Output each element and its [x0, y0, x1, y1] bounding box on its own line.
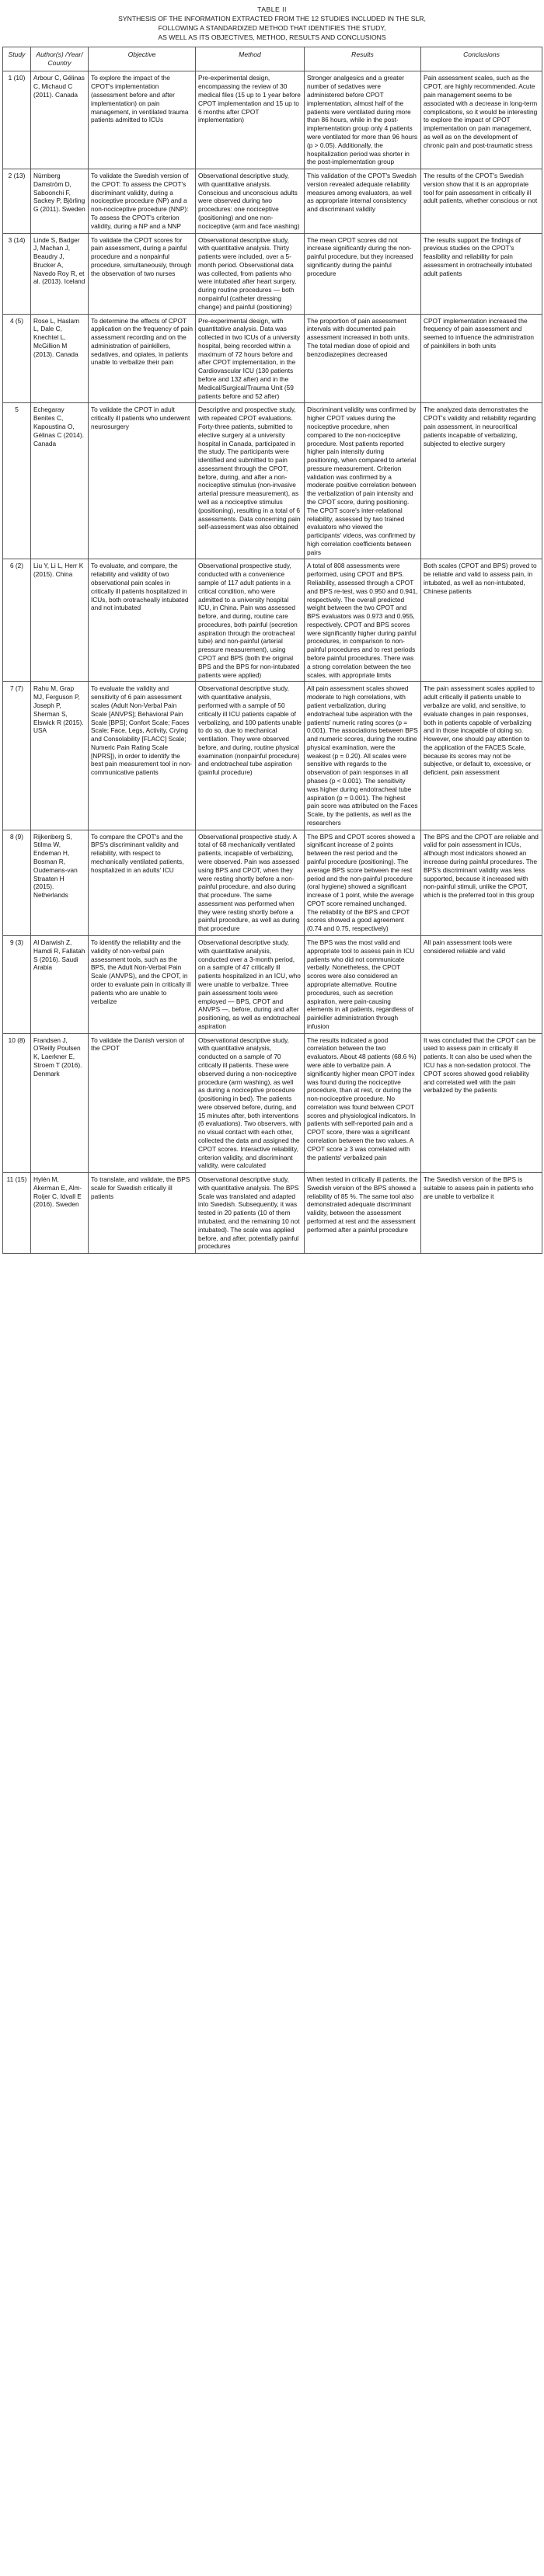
conclusions-cell: The results support the findings of previous studies on the CPOT's feasibility and reliability for pain assessment in orotracheally intubated adult patients: [421, 233, 542, 314]
table-row: [3, 403, 542, 559]
study-cell: 7 (7): [3, 682, 31, 830]
study-cell: 6 (2): [3, 559, 31, 682]
study-cell: 9 (3): [3, 936, 31, 1034]
author-cell: Rijkenberg S, Stilma W, Endeman H, Bosman R, Oudemans-van Straaten H (2015). Netherlands: [31, 830, 89, 935]
objective-cell: To compare the CPOT's and the BPS's discriminant validity and reliability, with respect to mechanically ventilated patients, hospitalized in an adults' ICU: [89, 830, 196, 935]
method-cell: Observational descriptive study, with quantitative analysis, conducted on a sample of 70 critically ill patients. These were observed during a non-nociceptive procedure (arm washing), as well as during a nociceptive procedure (positioning in bed). The patients were observed before, during, and 15 minutes after, both interventions (6 evaluations). Two observers, with no visual contact with each other, collected the data and assigned the CPOT scores. Interactive reliability, criterion validity, and discriminant validity, were calculated: [196, 1033, 305, 1173]
objective-cell: To explore the impact of the CPOT's implementation (assessment before and after implementation) on pain management, in ventilated trauma patients admitted to ICUs: [89, 71, 196, 169]
method-cell: Observational descriptive study, with quantitative analysis. Thirty patients were included, over a 5-month period. Observational data was collected, from patients who were intubated after heart surgery, during routine procedures — both nonpainful (catheter dressing change) and painful (positioning): [196, 233, 305, 314]
author-cell: Rose L, Haslam L, Dale C, Knechtel L, McGillion M (2013). Canada: [31, 314, 89, 403]
table-row: [3, 71, 542, 169]
objective-cell: To evaluate, and compare, the reliability and validity of two observational pain scales in critically ill patients hospitalized in ICUs, both orotracheally intubated and not intubated: [89, 559, 196, 682]
objective-cell: To determine the effects of CPOT application on the frequency of pain assessment recording and on the administration of painkillers, sedatives, and opiates, in patients unable to verbalize their pain: [89, 314, 196, 403]
objective-cell: To validate the Danish version of the CPOT: [89, 1033, 196, 1173]
author-cell: Arbour C, Gélinas C, Michaud C (2011). Canada: [31, 71, 89, 169]
method-cell: Observational descriptive study, with quantitative analysis, performed with a sample of 50 critically ill ICU patients capable of verbalizing, and 100 patients unable to do so, due to mechanical ventilation. They were observed before, and during, routine physical examination (nonpainful procedure) and endotracheal tube aspiration (painful procedure): [196, 682, 305, 830]
objective-cell: To validate the CPOT in adult critically ill patients who underwent neurosurgery: [89, 403, 196, 559]
table-body: [3, 71, 542, 1254]
author-cell: Rahu M, Grap MJ, Ferguson P, Joseph P, Sherman S, Elswick R (2015). USA: [31, 682, 89, 830]
table-row: [3, 830, 542, 935]
column-header-study: Study: [3, 47, 31, 71]
results-cell: When tested in critically ill patients, the Swedish version of the BPS showed a reliability of 85 %. The same tool also demonstrated adequate discriminant validity, between the assessment performed at rest and the assessment performed after a painful procedure: [305, 1173, 421, 1254]
study-cell: 4 (5): [3, 314, 31, 403]
table-row: [3, 1033, 542, 1173]
study-cell: 5: [3, 403, 31, 559]
conclusions-cell: Both scales (CPOT and BPS) proved to be reliable and valid to assess pain, in intubated, as well as non-intubated, Chinese patients: [421, 559, 542, 682]
results-cell: Discriminant validity was confirmed by higher CPOT values during the nociceptive procedure, when compared to the non-nociceptive procedure. Most patients reported higher pain intensity during positioning, when compared to arterial pressure measurement. Criterion validation was confirmed by a moderate positive correlation between the verbalization of pain intensity and the CPOT score, during positioning. The CPOT score's inter-relational reliability, assessed by two trained evaluators who viewed the participants' videos, was confirmed by high correlation coefficients between pairs: [305, 403, 421, 559]
author-cell: Al Darwish Z, Hamdi R, Fallatah S (2016). Saudi Arabia: [31, 936, 89, 1034]
table-row: [3, 682, 542, 830]
table-caption-line-3: AS WELL AS ITS OBJECTIVES, METHOD, RESULTS AND CONCLUSIONS: [158, 33, 386, 42]
results-cell: This validation of the CPOT's Swedish version revealed adequate reliability measures among evaluators, as well as appropriate internal consistency and discriminant validity: [305, 169, 421, 233]
objective-cell: To identify the reliability and the validity of non-verbal pain assessment tools, such as the BPS, the Adult Non-Verbal Pain Scale (ANVPS), and the CPOT, in order to evaluate pain in critically ill patients who are unable to verbalize: [89, 936, 196, 1034]
slr-synthesis-table: [2, 47, 542, 1254]
study-cell: 2 (13): [3, 169, 31, 233]
column-header-objective: Objective: [89, 47, 196, 71]
table-row: [3, 169, 542, 233]
conclusions-cell: The analyzed data demonstrates the CPOT's validity and reliability regarding pain assessment, in neurocritical patients incapable of verbalizing, subjected to elective surgery: [421, 403, 542, 559]
author-cell: Echegaray Benites C, Kapoustina O, Gélinas C (2014). Canada: [31, 403, 89, 559]
results-cell: The mean CPOT scores did not increase significantly during the non-painful procedure, but they increased significantly during the painful procedure: [305, 233, 421, 314]
table-caption-line-1: SYNTHESIS OF THE INFORMATION EXTRACTED FROM THE 12 STUDIES INCLUDED IN THE SLR,: [118, 15, 426, 23]
study-cell: 8 (9): [3, 830, 31, 935]
column-header-conclusions: Conclusions: [421, 47, 542, 71]
conclusions-cell: Pain assessment scales, such as the CPOT, are highly recommended. Acute pain management seems to be associated with a decrease in long-term complications, so it would be interesting to explore the impact of CPOT implementation on pain management, as well as on the development of chronic pain and post-traumatic stress: [421, 71, 542, 169]
results-cell: All pain assessment scales showed moderate to high correlations, with patient verbalization, during endotracheal tube aspiration with the patients' numeric rating scores (p = 0.001). The associations between BPS and numeric scores, during the routine physical examination, were the weakest (p = 0.20). All scales were sensitive with regards to the observation of pain responses in all phases (p < 0.001). The sensitivity was higher during endotracheal tube aspiration (p = 0.001). The highest pain score was attributed on the Faces Scale, by the patients, as well as the researchers: [305, 682, 421, 830]
table-row: [3, 559, 542, 682]
table-heading: [85, 5, 459, 42]
method-cell: Pre-experimental design, with quantitative analysis. Data was collected in two ICUs of a university hospital, being recorded within a maximum of 72 hours before and after CPOT implementation, in the Cardiovascular ICU (130 patients before and 132 after) and in the Medical/Surgical/Trauma Unit (59 patients before and 52 after): [196, 314, 305, 403]
conclusions-cell: The BPS and the CPOT are reliable and valid for pain assessment in ICUs, although most indicators showed an increase during painful procedures. The BPS's discriminant validity was less supported, because it increased with non-painful stimuli, unlike the CPOT, which is the preferred tool in this group: [421, 830, 542, 935]
conclusions-cell: The pain assessment scales applied to adult critically ill patients unable to verbalize are valid, and sensitive, to evaluate changes in pain responses, both in patients capable of verbalizing and in those incapable of doing so. However, one should pay attention to the application of the FACES Scale, because its scores may not be subjective, or default to, excessive, or deficient, pain assessment: [421, 682, 542, 830]
column-header-results: Results: [305, 47, 421, 71]
author-cell: Frandsen J, O'Reilly Poulsen K, Laerkner E, Stroem T (2016). Denmark: [31, 1033, 89, 1173]
author-cell: Linde S, Badger J, Machan J, Beaudry J, Brucker A, Navedo Roy R, et al. (2013). Iceland: [31, 233, 89, 314]
conclusions-cell: All pain assessment tools were considered reliable and valid: [421, 936, 542, 1034]
conclusions-cell: The Swedish version of the BPS is suitable to assess pain in patients who are unable to verbalize it: [421, 1173, 542, 1254]
document-page: [0, 0, 544, 1260]
objective-cell: To validate the Swedish version of the CPOT: To assess the CPOT's discriminant validity, during a nociceptive procedure (NP) and a non-nociceptive procedure (NNP): To assess the CPOT's criterion validity, during a NP and a NNP: [89, 169, 196, 233]
results-cell: The BPS and CPOT scores showed a significant increase of 2 points between the rest period and the painful procedure (positioning). The average BPS score between the rest period and the non-painful procedure (oral hygiene) showed a significant increase of 1 point, while the average CPOT score remained unchanged. The reliability of the BPS and CPOT scores showed a good agreement (0.74 and 0.75, respectively): [305, 830, 421, 935]
objective-cell: To validate the CPOT scores for pain assessment, during a painful procedure and a nonpainful procedure, simultaneously, through the observation of two nurses: [89, 233, 196, 314]
method-cell: Observational descriptive study, with quantitative analysis. The BPS Scale was translated and adapted into Swedish. Subsequently, it was tested in 20 patients (10 of them intubated, and the remaining 10 not intubated). The scale was applied before, and after, potentially painful procedures: [196, 1173, 305, 1254]
table-header-row: [3, 47, 542, 71]
results-cell: A total of 808 assessments were performed, using CPOT and BPS. Reliability, assessed through a CPOT and BPS re-test, was 0.950 and 0.941, respectively. The overall predicted weight between the two CPOT and BPS evaluators was 0.973 and 0.955, respectively. CPOT and BPS scores were significantly higher during painful procedures, in comparison to non-painful procedures and to rest periods before painful procedures. There was a strong correlation between the two scales, with appropriate limits: [305, 559, 421, 682]
results-cell: The proportion of pain assessment intervals with documented pain assessment increased in both units. The total median dose of opioid and benzodiazepines decreased: [305, 314, 421, 403]
column-header-author-year-country: Author(s) /Year/ Country: [31, 47, 89, 71]
study-cell: 3 (14): [3, 233, 31, 314]
method-cell: Descriptive and prospective study, with repeated CPOT evaluations. Forty-three patients, submitted to elective surgery at a university hospital in Canada, participated in the study. The participants were identified and submitted to pain assessment through the CPOT, before, during, and after a non-nociceptive stimulus (non-invasive arterial pressure measurement), as well as a nociceptive stimulus (positioning), resulting in a total of 6 assessments. Data concerning pain self-assessment was also obtained: [196, 403, 305, 559]
method-cell: Pre-experimental design, encompassing the review of 30 medical files (15 up to 1 year before CPOT implementation and 15 up to 6 months after CPOT implementation): [196, 71, 305, 169]
column-header-method: Method: [196, 47, 305, 71]
results-cell: The results indicated a good correlation between the two evaluators. About 48 patients (68.6 %) were able to verbalize pain. A significantly higher mean CPOT index was found during the nociceptive procedure, than at rest, or during the non-nociceptive procedure. No correlation was found between CPOT scores and physiological indicators. In patients with self-reported pain and a CPOT score, there was a significant correlation between the two values. A CPOT score ≥ 3 was correlated with the patients' verbalized pain: [305, 1033, 421, 1173]
study-cell: 1 (10): [3, 71, 31, 169]
author-cell: Hylén M, Akerman E, Alm-Roijer C, Idvall E (2016). Sweden: [31, 1173, 89, 1254]
table-caption-line-2: FOLLOWING A STANDARDIZED METHOD THAT IDENTIFIES THE STUDY,: [158, 24, 386, 33]
study-cell: 11 (15): [3, 1173, 31, 1254]
method-cell: Observational prospective study, conducted with a convenience sample of 117 adult patients in a critical condition, who were admitted to a university hospital ICU, in China. Pain was assessed before, and during, routine care procedures, both painful (secretion aspiration through the orotracheal tube) and non-painful (arterial pressure measurement), using CPOT and BPS (both the original BPS and the BPS for non-intubated patients were applied): [196, 559, 305, 682]
conclusions-cell: It was concluded that the CPOT can be used to assess pain in critically ill patients. It can also be used when the ICU has a non-sedation protocol. The CPOT scores showed good reliability and correlated well with the pain verbalized by the patients: [421, 1033, 542, 1173]
results-cell: Stronger analgesics and a greater number of sedatives were administered before CPOT implementation, almost half of the patients were ventilated during more than 86 hours, while in the post-implementation group only 4 patients were ventilated for more than 96 hours (p > 0.05). Additionally, the hospitalization period was shorter in the post-implementation group: [305, 71, 421, 169]
table-row: [3, 1173, 542, 1254]
objective-cell: To evaluate the validity and sensitivity of 6 pain assessment scales (Adult Non-Verbal Pain Scale [ANVPS]; Behavioral Pain Scale [BPS]; Confort Scale; Faces Scale; Face, Legs, Activity, Crying and Consolability [FLACC] Scale; Numeric Pain Rating Scale [NPRS]), in order to identify the best pain measurement tool in non-communicative patients: [89, 682, 196, 830]
study-cell: 10 (8): [3, 1033, 31, 1173]
method-cell: Observational prospective study. A total of 68 mechanically ventilated patients, incapable of verbalizing, were observed. Pain was assessed using BPS and CPOT, when they were resting shortly before a non-painful procedure, and also during that procedure. The same assessment was performed when they were resting shortly before a painful procedure, as well as during that procedure: [196, 830, 305, 935]
author-cell: Liu Y, Li L, Herr K (2015). China: [31, 559, 89, 682]
method-cell: Observational descriptive study, with quantitative analysis, conducted over a 3-month period, on a sample of 47 critically ill patients hospitalized in an ICU, who were unable to verbalize. Three pain assessment tools were employed — BPS, CPOT and ANVPS —, before, during and after positioning, as well as endotracheal aspiration: [196, 936, 305, 1034]
table-row: [3, 233, 542, 314]
conclusions-cell: The results of the CPOT's Swedish version show that it is an appropriate tool for pain assessment in critically ill adult patients, whether conscious or not: [421, 169, 542, 233]
conclusions-cell: CPOT implementation increased the frequency of pain assessment and seemed to influence the administration of painkillers in both units: [421, 314, 542, 403]
method-cell: Observational descriptive study, with quantitative analysis. Conscious and unconscious adults were observed during two procedures: one nociceptive (positioning) and one non-nociceptive (arm and face washing): [196, 169, 305, 233]
results-cell: The BPS was the most valid and appropriate tool to assess pain in ICU patients who did not communicate verbally. Nonetheless, the CPOT scores were also considered an appropriate alternative. Routine procedures, such as secretion aspiration, were pain-causing elements in all patients, regardless of painkiller administration through infusion: [305, 936, 421, 1034]
table-number-label: TABLE II: [257, 5, 287, 13]
author-cell: Nürnberg Damström D, Saboonchi F, Sackey P, Björling G (2011). Sweden: [31, 169, 89, 233]
table-row: [3, 314, 542, 403]
objective-cell: To translate, and validate, the BPS scale for Swedish critically ill patients: [89, 1173, 196, 1254]
table-row: [3, 936, 542, 1034]
